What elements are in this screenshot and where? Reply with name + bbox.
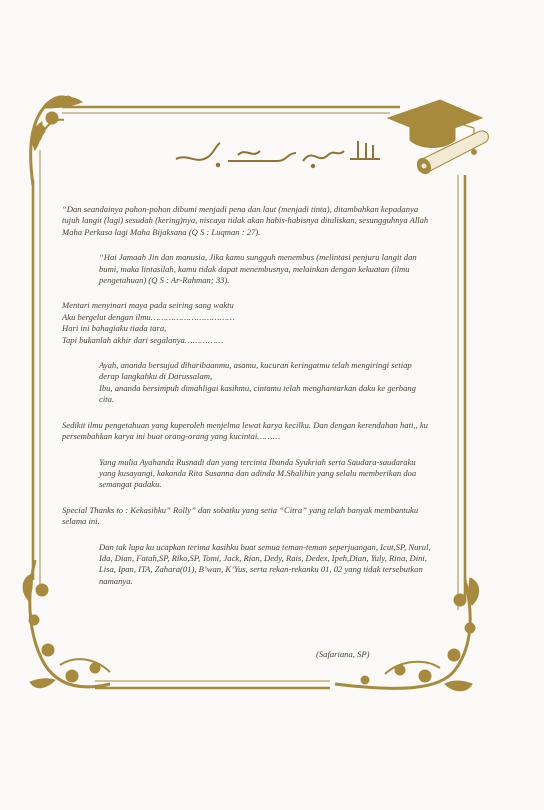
poem <box>62 300 432 346</box>
friends-thanks: Dan tak lupa ku ucapkan terima kasihku buat semua teman-teman seperjuangan, Icut,SP, Nurul, Ida, Dian, Fatah,SP, Riko,SP, Tomi, Jack, Rian, Dedy, Rais, Dedex, Ipeh,Dian, Yuly, Rina, Dini, Lisa, Ipan, ITA, Zahara(01), B’wan, K’Yus, serta rekan-rekanku 01, 02 yang tidak tersebutkan namanya. <box>99 541 431 586</box>
signature: (Safariana, SP) <box>316 649 370 659</box>
poem-line: Tapi bukanlah akhir dari segalanya…………… <box>62 334 224 345</box>
knowledge-dedication: Sedikit ilmu pengetahuan yang kuperoleh menjelma lewat karya kecilku. Dan dengan kerendahan hati,, ku persembahkan karya ini buat orang-orang yang kucintai……… <box>62 419 428 442</box>
floral-corner-bottom-right-icon <box>335 578 479 691</box>
poem-line: Hari ini bahagiaku tiada tara, <box>62 323 167 334</box>
mother-dedication: Ibu, ananda bersimpuh dimahligai kasihmu, cintamu telah menghantarkan daku ke gerbang cita. <box>99 382 416 405</box>
parents-dedication <box>99 360 432 406</box>
poem-line: Aku bergelut dengan ilmu…………………………… <box>62 311 235 322</box>
quran-quote-luqman: “Dan seandainya pohon-pohon dibumi menjadi pena dan laut (menjadi tinta), ditambahkan kepadanya tujuh langit (lagi) sesudah (kering)nya, niscaya tidak akan habis-habisnya dituliskan, sesungguhnya Allah Maha Perkasa lagi Maha Bijaksana (Q S : Luqman : 27). <box>62 204 429 237</box>
bismillah-calligraphy-icon <box>168 135 388 169</box>
floral-corner-top-left-icon <box>31 96 82 185</box>
family-dedication: Yang mulia Ayahanda Rusnadi dan yang tercinta Ibunda Syukriah serta Saudara-saudaraku yang kusayangi, kakanda Rita Susanna dan adinda M.Shalihin yang selalu memberikan doa semangat padaku. <box>99 456 417 490</box>
dedication-text <box>62 204 432 587</box>
quran-quote-ar-rahman: “Hai Jamaah Jin dan manusia, Jika kamu sungguh menembus (melintasi penjuru langit dan bumi, maka lintasilah, kamu tidak dapat menembusnya, melainkan dengan kekuatan (ilmu pengetahuan) (Q S : Ar-Rahman; 33). <box>99 252 417 286</box>
special-thanks: Special Thanks to : Kekasihku” Rolly” dan sobatku yang setia “Citra” yang telah banyak membantuku selama ini. <box>62 504 419 527</box>
poem-line: Mentari menyinari maya pada seiring sang waktu <box>62 300 234 311</box>
graduation-cap-icon <box>388 100 488 176</box>
father-dedication: Ayah, ananda bersujud diharibaanmu, asamu, kucuran keringatmu telah mengiringi setiap derap langkahku di Darussalam, <box>99 360 412 382</box>
